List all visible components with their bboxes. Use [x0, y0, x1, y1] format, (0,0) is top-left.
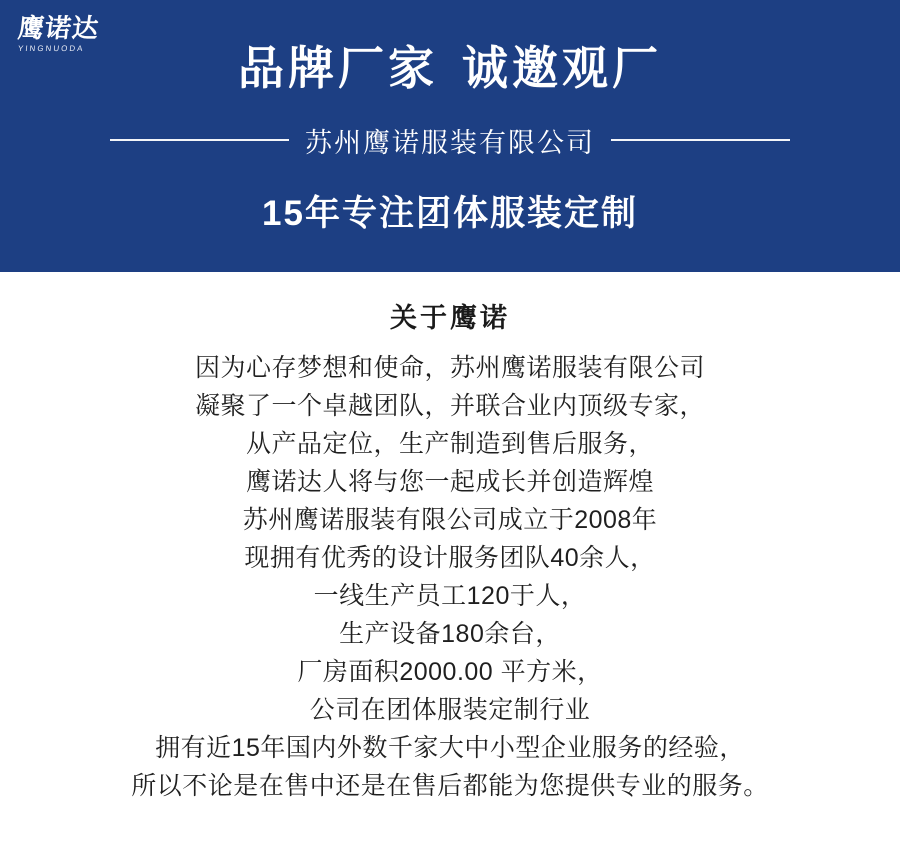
banner-tagline: 15年专注团体服装定制 [262, 193, 638, 233]
banner-headline [238, 42, 662, 95]
about-line: 鹰诺达人将与您一起成长并创造辉煌 [245, 468, 654, 496]
about-line: 凝聚了一个卓越团队，并联合业内顶级专家， [194, 392, 705, 420]
banner-content [0, 0, 900, 272]
company-name-row [110, 121, 790, 160]
about-paragraph [0, 349, 900, 805]
about-section [0, 272, 900, 805]
brand-logo-text: 鹰诺达 [16, 14, 101, 43]
about-title: 关于鹰诺 [390, 303, 510, 333]
brand-logo-subtext: YINGNUODA [17, 44, 85, 53]
headline-right-text: 诚邀观厂 [462, 42, 662, 94]
headline-left-text: 品牌厂家 [238, 42, 438, 94]
about-line: 现拥有优秀的设计服务团队40余人， [244, 544, 656, 572]
company-name: 苏州鹰诺服装有限公司 [305, 127, 595, 158]
about-line: 拥有近15年国内外数千家大中小型企业服务的经验， [155, 734, 745, 762]
about-line: 从产品定位，生产制造到售后服务， [245, 430, 654, 458]
divider-left [110, 139, 289, 141]
about-line: 苏州鹰诺服装有限公司成立于2008年 [242, 506, 658, 534]
about-line: 所以不论是在售中还是在售后都能为您提供专业的服务。 [131, 772, 769, 800]
about-line: 因为心存梦想和使命，苏州鹰诺服装有限公司 [194, 354, 705, 382]
about-line: 公司在团体服装定制行业 [309, 696, 591, 724]
divider-right [611, 139, 790, 141]
hero-banner [0, 0, 900, 272]
about-line: 厂房面积2000.00 平方米， [297, 658, 603, 686]
about-line: 生产设备180余台， [339, 620, 561, 648]
about-line: 一线生产员工120于人， [313, 582, 587, 610]
